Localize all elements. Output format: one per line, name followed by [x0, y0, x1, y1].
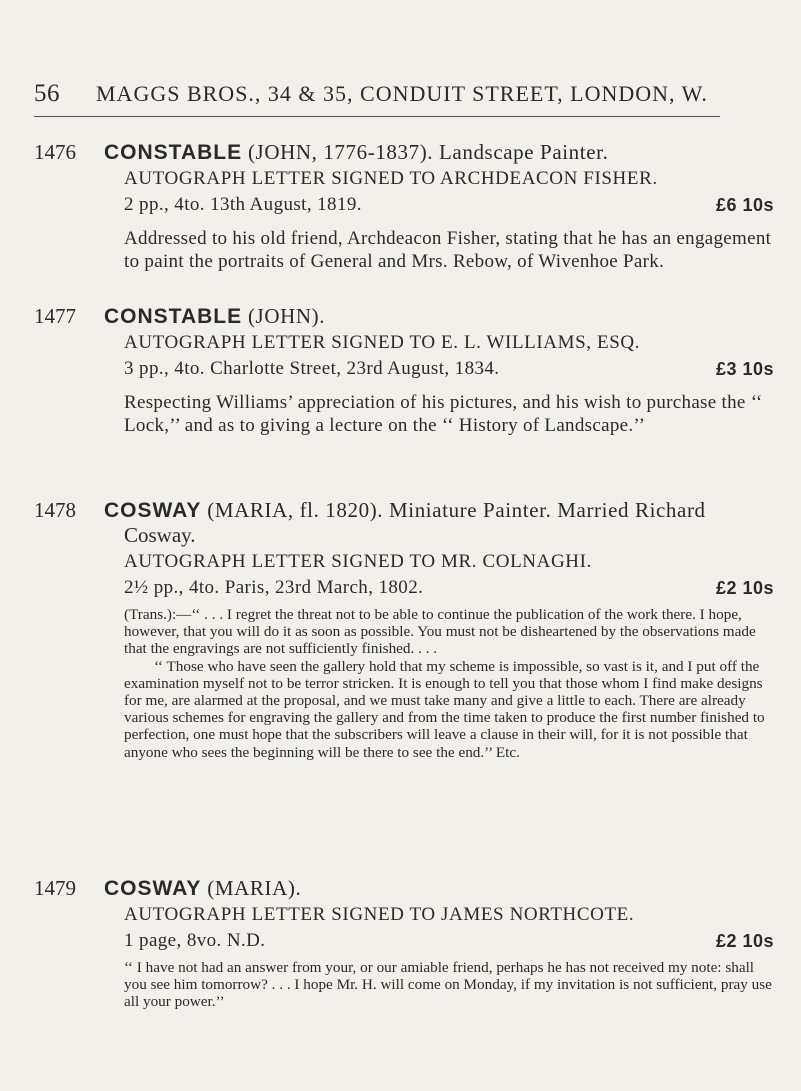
entry-paragraph: ‘‘ Those who have seen the gallery hold that my scheme is impossible, so vast is it, and I put off the examination myself not to be terror stricken. It is enough to tell you that those whom I find make designs for me, are alarmed at the proposal, and we must take many and give a little to each. There are already various schemes for engraving the gallery and from the time taken to produce the first number finished to perfection, one must hope that the subscribers will leave a clause in their will, for it is not possible that anyone who sees the beginning will be there to see the end.’’ Etc.	[124, 657, 765, 761]
entry-name: COSWAY	[104, 877, 202, 900]
letter-details: 1 page, 8vo. N.D.	[124, 930, 266, 951]
lot-number: 1477	[34, 304, 76, 328]
entry-paragraph: Addressed to his old friend, Archdeacon Fisher, stating that he has an engagement to paint the portraits of General and Mrs. Rebow, of Wivenhoe Park.	[124, 228, 772, 272]
letter-title: AUTOGRAPH LETTER SIGNED TO JAMES NORTHCOTE.	[124, 904, 635, 925]
entry-name: CONSTABLE	[104, 305, 243, 328]
letter-meta	[124, 193, 774, 217]
letter-meta	[124, 576, 774, 600]
entry-description: (JOHN).	[242, 304, 326, 328]
entry-subheading: Cosway.	[124, 523, 196, 547]
page-number: 56	[34, 80, 60, 107]
letter-details: 3 pp., 4to. Charlotte Street, 23rd August, 1834.	[124, 358, 500, 379]
page-header	[34, 80, 724, 108]
price: £2 10s	[715, 578, 774, 598]
letter-meta	[124, 357, 774, 381]
letter-details: 2 pp., 4to. 13th August, 1819.	[124, 194, 362, 215]
entry-paragraph: Respecting Williams’ appreciation of his pictures, and his wish to purchase the ‘‘ Lock,’’ and as to giving a lecture on the ‘‘ History of Landscape.’’	[124, 392, 763, 436]
entry-heading	[104, 876, 774, 901]
entry-heading	[104, 304, 774, 329]
lot-number: 1479	[34, 876, 76, 900]
catalogue-entry	[34, 498, 774, 761]
entry-description: (MARIA, fl. 1820). Miniature Painter. Married Richard	[201, 498, 706, 522]
price: £3 10s	[715, 359, 774, 379]
price: £2 10s	[715, 931, 774, 951]
price: £6 10s	[715, 195, 774, 215]
lot-number: 1478	[34, 498, 76, 522]
entry-paragraph: (Trans.):—‘‘ . . . I regret the threat not to be able to continue the publication of the work there. I hope, however, that you will do it as soon as possible. You must not be disheartened by the observations made that the engravings are not sufficiently finished. . . .	[124, 606, 756, 658]
entry-description: (MARIA).	[201, 876, 302, 900]
lot-number: 1476	[34, 140, 76, 164]
letter-title: AUTOGRAPH LETTER SIGNED TO ARCHDEACON FISHER.	[124, 168, 658, 189]
letter-meta	[124, 929, 774, 953]
page-title: MAGGS BROS., 34 & 35, CONDUIT STREET, LONDON, W.	[96, 81, 708, 106]
letter-title: AUTOGRAPH LETTER SIGNED TO MR. COLNAGHI.	[124, 551, 592, 572]
entry-heading	[104, 498, 774, 523]
catalogue-entry	[34, 140, 774, 273]
entry-name: COSWAY	[104, 499, 202, 522]
letter-title: AUTOGRAPH LETTER SIGNED TO E. L. WILLIAMS, ESQ.	[124, 332, 641, 353]
letter-details: 2½ pp., 4to. Paris, 23rd March, 1802.	[124, 577, 424, 598]
entry-heading	[104, 140, 774, 165]
entry-description: (JOHN, 1776-1837). Landscape Painter.	[242, 140, 609, 164]
header-rule	[34, 116, 720, 117]
catalogue-entry	[34, 876, 774, 1011]
entry-paragraph: ‘‘ I have not had an answer from your, or our amiable friend, perhaps he has not received my note: shall you see him tomorrow? . . . I hope Mr. H. will come on Monday, if my invitation is not sufficient, pray use all your power.’’	[124, 959, 772, 1011]
entry-name: CONSTABLE	[104, 141, 243, 164]
catalogue-entry	[34, 304, 774, 437]
